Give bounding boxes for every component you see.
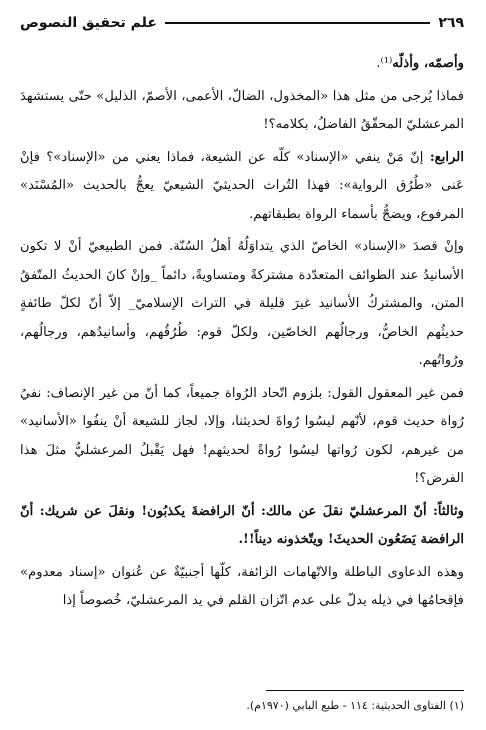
paragraph (20, 233, 464, 376)
paragraph-text: ⁽¹⁾. (376, 56, 393, 71)
paragraph (20, 144, 464, 230)
paragraph (20, 559, 464, 616)
paragraph-bold-lead: وأصمّه، وأذلّه (392, 56, 464, 71)
paragraph-text: إنّ مَنْ ينفي «الإسناد» كلّه عن الشيعة، فماذا يعني من «الإسناد»؟ فإنْ عَنى «طُرُق الرواية»: فهذا التُراث الحديثيّ الشيعيّ يعجُّ بالحديث «المُسْنَد» المرفوع، ويضجُّ بأسماء الرواة بطبقاتهم. (20, 149, 464, 222)
paragraph (20, 380, 464, 494)
paragraph (20, 50, 464, 79)
paragraph-bold-lead: الرابع: (429, 149, 464, 165)
paragraph-bold-lead: وثالثاً: أنّ المرعشليّ نقلَ عن مالك: أنّ الرافضةَ يكذبُون! ونقلَ عن شريك: أنّ الرافضة يَضَعُون الحديثَ! ويتّخذونه ديناً!!. (20, 503, 464, 547)
page-body (20, 50, 464, 616)
footnote-rule (266, 690, 464, 691)
paragraph-text: فمن غير المعقول القول: بلزوم اتّحاد الرُواة جميعاً، كما أنّ من غير الإنصاف: نفيُ رُواة حديث قوم، لأنّهم ليسُوا رُواةَ لحديثنا، وإلا، لجاز للشيعة أنْ ينفُوا «الأسانيد» من غيرهم، لكون رُواتها ليسُوا رُواةً لحديثهم! فهل يَقْبلُ المرعشليُّ مثلَ هذا الفرض؟! (20, 385, 464, 486)
paragraph (20, 498, 464, 555)
paragraph-text: وإنْ قصدَ «الإسناد» الخاصّ الذي يتداوَلُهُ أهلُ السُنّة. فمن الطبيعيّ أنْ لا تكون الأسانيدُ عند الطوائف المتعدّدة مشتركةً ومتساويةً، دائماً _وإنْ كانَ الحديثُ المتّفقُ المتن، والمشتركُ الأسانيد غيرَ قليلة في التراث الإسلاميّ_ إلاّ أنّ لكلّ طائفةٍ حديثُهم الخاصُّ، ورجالُهم الخاصّين، ولكلّ قوم: طُرُقُهم، وأسانيدُهم، ورجالُهم، ورُواتُهم. (20, 239, 464, 368)
paragraph-text: وهذه الدعاوى الباطلة والاتّهامات الزائفة، كلّها أجنبيّةٌ عن عُنوان «إسناد معدوم» فإقحامُها في ذيله يدلّ على عدم اتّزان القلم في يد المرعشليّ، خُصوصاً إذا (20, 564, 464, 608)
page-number: ٢٦٩ (438, 15, 464, 31)
running-title: علم تحقيق النصوص (20, 15, 157, 31)
footnote: (١) الفتاوى الحديثية: ١١٤ - طبع البابي (١٩٧٠م). (246, 699, 464, 712)
paragraph-text: فماذا يُرجى من مثل هذا «المخذول، الضالّ، الأعمى، الأصمّ، الذليل» حتّى يستشهدَ المرعشليّ المحقّقُ الفاضلُ، بكلامه؟! (20, 88, 464, 132)
header-rule (165, 22, 430, 24)
paragraph (20, 83, 464, 140)
running-header (20, 10, 464, 36)
